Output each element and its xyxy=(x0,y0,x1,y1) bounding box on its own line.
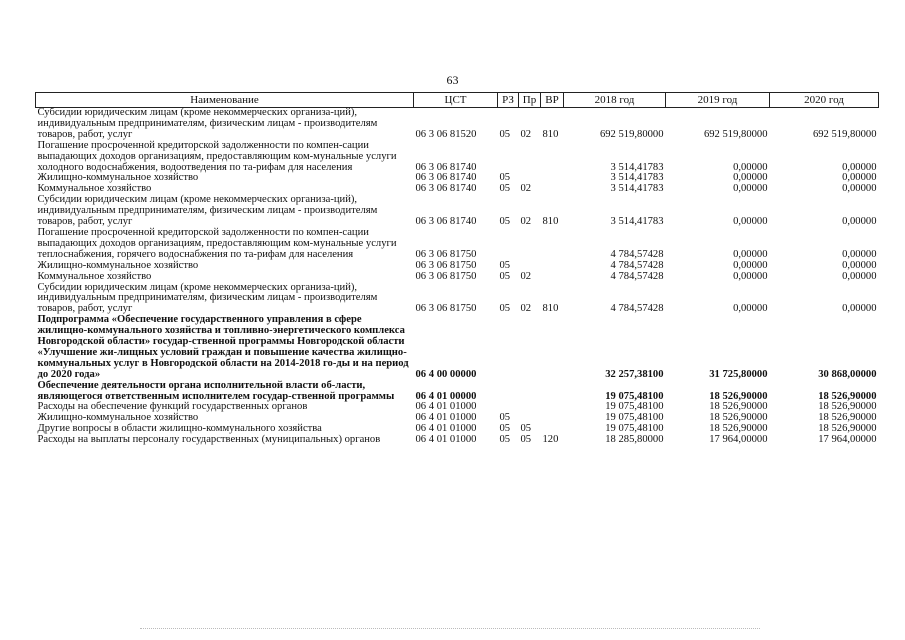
cell-cst: 06 3 06 81750 xyxy=(415,248,477,260)
cell-2020: 0,00000 xyxy=(842,172,877,184)
header-vr: ВР xyxy=(541,93,564,108)
cell-vr: 120 xyxy=(542,434,559,446)
cell-2020: 18 526,90000 xyxy=(818,412,877,424)
cell-2018: 3 514,41783 xyxy=(610,172,664,184)
cell-pr: 02 xyxy=(520,303,532,315)
cell-2018: 19 075,48100 xyxy=(605,412,664,424)
cell-2019: 0,00000 xyxy=(733,270,768,282)
cell-2020: 0,00000 xyxy=(842,248,877,260)
cell-name: Обеспечение деятельности органа исполнительной власти об-ласти, являющегося ответственным исполнителем государ-ственной программы xyxy=(37,379,395,402)
cell-pr: 02 xyxy=(520,128,532,140)
cell-2020: 0,00000 xyxy=(842,270,877,282)
table-row xyxy=(36,381,879,403)
cell-2018: 19 075,48100 xyxy=(605,390,664,402)
cell-vr: 810 xyxy=(542,216,559,228)
cell-cst: 06 3 06 81750 xyxy=(415,303,477,315)
table-row xyxy=(36,261,879,272)
table-row xyxy=(36,108,879,141)
cell-2018: 4 784,57428 xyxy=(610,270,664,282)
cell-name: Жилищно-коммунальное хозяйство xyxy=(37,412,199,424)
cell-vr: 810 xyxy=(542,128,559,140)
cell-2019: 0,00000 xyxy=(733,183,768,195)
cell-rz: 05 xyxy=(499,270,511,282)
cell-2019: 0,00000 xyxy=(733,303,768,315)
cell-rz: 05 xyxy=(499,216,511,228)
cell-2018: 4 784,57428 xyxy=(610,259,664,271)
cell-2019: 0,00000 xyxy=(733,259,768,271)
cell-cst: 06 4 00 00000 xyxy=(415,368,477,380)
cell-2018: 3 514,41783 xyxy=(610,183,664,195)
cell-2020: 0,00000 xyxy=(842,216,877,228)
cell-pr: 02 xyxy=(520,270,532,282)
cell-name: Расходы на выплаты персоналу государственных (муниципальных) органов xyxy=(37,434,381,446)
cell-2019: 0,00000 xyxy=(733,172,768,184)
cell-2019: 0,00000 xyxy=(733,248,768,260)
page-number: 63 xyxy=(446,73,459,87)
cell-name: Субсидии юридическим лицам (кроме некоммерческих организа-ций), индивидуальным предпринимателям, физическим лицам - производителям товаров, работ, услуг xyxy=(37,194,378,228)
header-pr: Пр xyxy=(519,93,541,108)
cell-cst: 06 4 01 00000 xyxy=(415,390,477,402)
cell-pr xyxy=(519,381,541,403)
cell-vr xyxy=(541,315,564,380)
cell-2018: 32 257,38100 xyxy=(605,368,664,380)
cell-cst: 06 4 01 01000 xyxy=(415,401,477,413)
cell-cst: 06 4 01 01000 xyxy=(415,434,477,446)
cell-2018: 4 784,57428 xyxy=(610,248,664,260)
cell-2020: 17 964,00000 xyxy=(818,434,877,446)
cell-name: Субсидии юридическим лицам (кроме некоммерческих организа-ций), индивидуальным предпринимателям, физическим лицам - производителям товаров, работ, услуг xyxy=(37,107,378,140)
cell-vr xyxy=(541,228,564,261)
cell-cst: 06 4 01 01000 xyxy=(415,423,477,435)
cell-2020: 692 519,80000 xyxy=(812,128,877,140)
cell-2019: 31 725,80000 xyxy=(709,368,768,380)
cell-2019: 18 526,90000 xyxy=(709,412,768,424)
table-body xyxy=(36,108,879,447)
cell-name: Расходы на обеспечение функций государственных органов xyxy=(37,401,308,413)
cell-2019: 18 526,90000 xyxy=(709,390,768,402)
cell-2019: 18 526,90000 xyxy=(709,423,768,435)
cell-2018: 692 519,80000 xyxy=(599,128,664,140)
cell-rz: 05 xyxy=(499,303,511,315)
header-cst: ЦСТ xyxy=(414,93,498,108)
cell-cst: 06 3 06 81520 xyxy=(415,128,477,140)
cell-cst: 06 3 06 81750 xyxy=(415,259,477,271)
cell-rz xyxy=(498,141,519,174)
table-row xyxy=(36,315,879,380)
cell-2019: 18 526,90000 xyxy=(709,401,768,413)
cell-2020: 30 868,00000 xyxy=(818,368,877,380)
cell-2018: 3 514,41783 xyxy=(610,216,664,228)
cell-2018: 18 285,80000 xyxy=(605,434,664,446)
cell-pr: 02 xyxy=(520,183,532,195)
header-rz: РЗ xyxy=(498,93,519,108)
cell-2020: 18 526,90000 xyxy=(818,401,877,413)
table-row xyxy=(36,272,879,283)
cell-rz: 05 xyxy=(499,128,511,140)
cell-cst: 06 3 06 81740 xyxy=(415,183,477,195)
cell-pr xyxy=(519,261,541,272)
cell-rz: 05 xyxy=(499,259,511,271)
cell-2019: 17 964,00000 xyxy=(709,434,768,446)
cell-2020: 0,00000 xyxy=(842,303,877,315)
cell-pr xyxy=(519,402,541,413)
cell-name: Субсидии юридическим лицам (кроме некоммерческих организа-ций), индивидуальным предпринимателям, физическим лицам - производителям товаров, работ, услуг xyxy=(37,281,378,315)
cell-rz: 05 xyxy=(499,183,511,195)
cell-2020: 0,00000 xyxy=(842,183,877,195)
budget-table xyxy=(35,92,879,446)
cell-rz: 05 xyxy=(499,434,511,446)
cell-name: Подпрограмма «Обеспечение государственного управления в сфере жилищно-коммунального хозяйства и топливно-энергетического комплекса Новгородской области» государ-ственной программы Новгородской области «Улучшение жи-лищных условий граждан и повышение качества жилищно-коммунальных услуг в Новгородской области на 2014-2018 го-ды и на период до 2020 года» xyxy=(37,314,409,380)
cell-2018: 4 784,57428 xyxy=(610,303,664,315)
scan-artifact-line xyxy=(140,628,760,631)
header-2020: 2020 год xyxy=(770,93,879,108)
cell-pr xyxy=(519,141,541,174)
cell-rz xyxy=(498,228,519,261)
cell-vr xyxy=(541,381,564,403)
cell-name: Погашение просроченной кредиторской задолженности по компен-сации выпадающих доходов организациям, предоставляющим ком-мунальные услуги холодного водоснабжения, водоотведения по та-рифам для населения xyxy=(37,139,397,173)
cell-name: Погашение просроченной кредиторской задолженности по компен-сации выпадающих доходов организациям, предоставляющим ком-мунальные услуги теплоснабжения, горячего водоснабжения по та-рифам для населения xyxy=(37,226,397,260)
cell-cst: 06 3 06 81750 xyxy=(415,270,477,282)
cell-vr xyxy=(541,141,564,174)
cell-pr: 02 xyxy=(520,216,532,228)
cell-rz xyxy=(498,381,519,403)
cell-cst: 06 3 06 81740 xyxy=(415,216,477,228)
cell-rz xyxy=(498,315,519,380)
header-2018: 2018 год xyxy=(564,93,666,108)
cell-cst: 06 3 06 81740 xyxy=(415,161,477,173)
cell-rz: 05 xyxy=(499,412,511,424)
cell-2018: 19 075,48100 xyxy=(605,423,664,435)
cell-pr: 05 xyxy=(520,434,532,446)
table-header-row xyxy=(36,93,879,108)
cell-pr xyxy=(519,315,541,380)
cell-2019: 0,00000 xyxy=(733,161,768,173)
table-row xyxy=(36,228,879,261)
cell-name: Другие вопросы в области жилищно-коммунального хозяйства xyxy=(37,423,322,435)
cell-name: Коммунальное хозяйство xyxy=(37,183,152,195)
cell-vr xyxy=(541,272,564,283)
header-2019: 2019 год xyxy=(666,93,770,108)
cell-cst: 06 3 06 81740 xyxy=(415,172,477,184)
cell-name: Жилищно-коммунальное хозяйство xyxy=(37,259,199,271)
cell-rz: 05 xyxy=(499,423,511,435)
cell-name: Коммунальное хозяйство xyxy=(37,270,152,282)
cell-vr xyxy=(541,261,564,272)
cell-vr: 810 xyxy=(542,303,559,315)
table-row xyxy=(36,141,879,174)
table-row xyxy=(36,283,879,316)
cell-vr xyxy=(541,173,564,184)
cell-pr xyxy=(519,228,541,261)
cell-2019: 692 519,80000 xyxy=(703,128,768,140)
cell-2018: 3 514,41783 xyxy=(610,161,664,173)
cell-2019: 0,00000 xyxy=(733,216,768,228)
cell-2020: 0,00000 xyxy=(842,161,877,173)
cell-vr xyxy=(541,184,564,195)
cell-cst: 06 4 01 01000 xyxy=(415,412,477,424)
cell-vr xyxy=(541,413,564,424)
cell-2020: 0,00000 xyxy=(842,259,877,271)
cell-2020: 18 526,90000 xyxy=(818,390,877,402)
cell-name: Жилищно-коммунальное хозяйство xyxy=(37,172,199,184)
cell-2018: 19 075,48100 xyxy=(605,401,664,413)
table-row xyxy=(36,435,879,446)
cell-2020: 18 526,90000 xyxy=(818,423,877,435)
cell-vr xyxy=(541,402,564,413)
cell-pr: 05 xyxy=(520,423,532,435)
header-name: Наименование xyxy=(36,93,414,108)
cell-rz: 05 xyxy=(499,172,511,184)
table-row xyxy=(36,195,879,228)
